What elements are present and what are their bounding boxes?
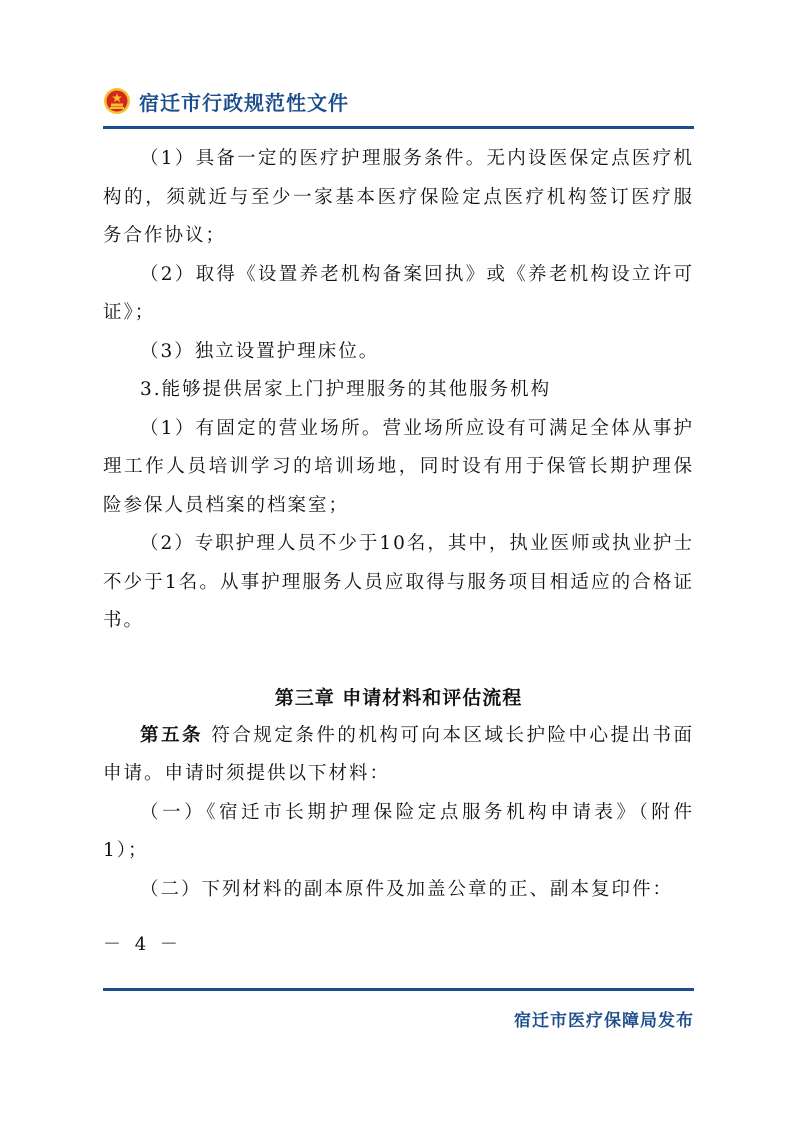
article-text: 符合规定条件的机构可向本区域长护险中心提出书面申请。申请时须提供以下材料： (103, 724, 694, 784)
paragraph: （1）有固定的营业场所。营业场所应设有可满足全体从事护理工作人员培训学习的培训场地，同时设有用于保管长期护理保险参保人员档案的档案室； (103, 417, 694, 516)
paragraph: （1）具备一定的医疗护理服务条件。无内设医保定点医疗机构的，须就近与至少一家基本医疗保险定点医疗机构签订医疗服务合作协议； (103, 148, 694, 246)
document-body (103, 140, 694, 909)
document-header (103, 84, 349, 118)
header-title: 宿迁市行政规范性文件 (139, 90, 349, 115)
paragraph: 3.能够提供居家上门护理服务的其他服务机构 (140, 379, 552, 400)
footer-publisher: 宿迁市医疗保障局发布 (514, 1011, 694, 1031)
chapter-heading: 第三章 申请材料和评估流程 (274, 686, 523, 709)
page-number: － 4 － (103, 934, 182, 955)
national-emblem-icon (103, 87, 131, 115)
header-rule (103, 126, 694, 129)
paragraph: （2）取得《设置养老机构备案回执》或《养老机构设立许可证》； (103, 263, 694, 323)
paragraph: （3）独立设置护理床位。 (140, 340, 380, 362)
paragraph: （2）专职护理人员不少于10名，其中，执业医师或执业护士不少于1名。从事护理服务人员应取得与服务项目相适应的合格证书。 (103, 533, 694, 631)
article-paragraph (103, 717, 694, 794)
paragraph: （一）《宿迁市长期护理保险定点服务机构申请表》（附件1）； (103, 801, 694, 861)
footer-rule (103, 988, 694, 991)
paragraph: （二）下列材料的副本原件及加盖公章的正、副本复印件： (140, 878, 674, 900)
article-label: 第五条 (140, 724, 204, 746)
